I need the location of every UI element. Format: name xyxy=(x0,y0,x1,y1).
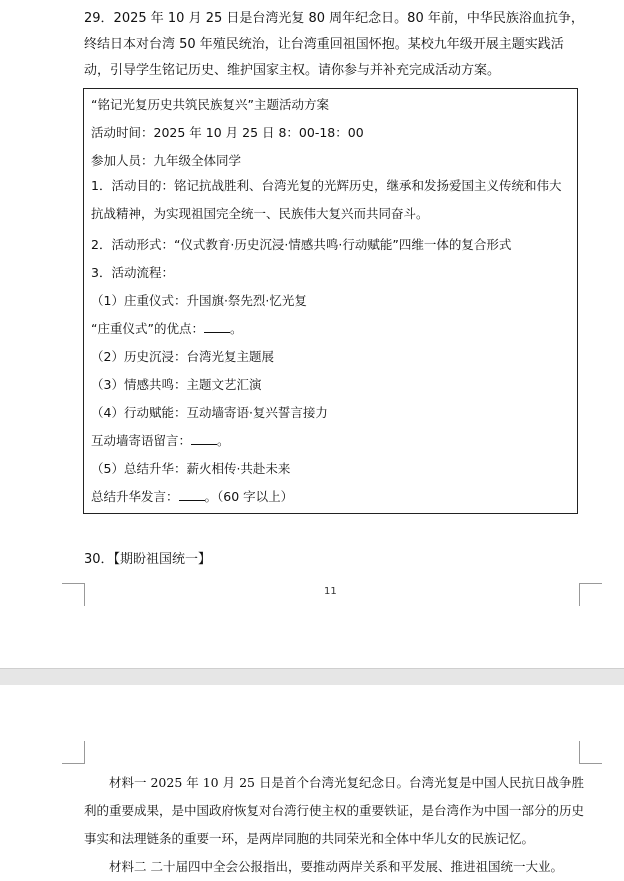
answer-blank-3[interactable] xyxy=(179,488,205,501)
margin-corner-mark xyxy=(579,583,602,606)
answer-blank-2[interactable] xyxy=(191,432,217,445)
question-prefix: “庄重仪式”的优点： xyxy=(91,321,204,336)
activity-plan-box xyxy=(83,88,578,514)
question-prefix: 互动墙寄语留言： xyxy=(91,433,192,448)
question-suffix: 。 xyxy=(229,321,243,336)
margin-corner-mark xyxy=(579,741,602,764)
plan-process: 3．活动流程： xyxy=(91,265,174,280)
plan-step-5: （5）总结升华：薪火相传·共赴未来 xyxy=(91,461,291,476)
question-suffix: 。 xyxy=(217,433,230,448)
plan-purpose: 1．活动目的：铭记抗战胜利、台湾光复的光辉历史，继承和发扬爱国主义传统和伟大抗战精神，为实现祖国完全统一、民族伟大复兴而共同奋斗。 xyxy=(91,178,562,221)
question-29-intro: 29．2025 年 10 月 25 日是台湾光复 80 周年纪念日。80 年前，中华民族浴血抗争，终结日本对台湾 50 年殖民统治，让台湾重回祖国怀抱。某校九年级开展主题实践活动，引导学生铭记历史、维护国家主权。请你参与并补充完成活动方案。 xyxy=(84,11,584,78)
plan-form: 2．活动形式：“仪式教育·历史沉浸·情感共鸣·行动赋能”四维一体的复合形式 xyxy=(91,237,512,252)
plan-step-1: （1）庄重仪式：升国旗·祭先烈·忆光复 xyxy=(91,293,307,308)
plan-step-4-question xyxy=(91,431,230,449)
document-page-2 xyxy=(0,685,624,873)
plan-title: “铭记光复历史共筑民族复兴”主题活动方案 xyxy=(91,97,329,112)
plan-participants: 参加人员：九年级全体同学 xyxy=(91,153,242,168)
plan-time: 活动时间：2025 年 10 月 25 日 8：00-18：00 xyxy=(91,125,364,140)
material-1: 材料一 2025 年 10 月 25 日是首个台湾光复纪念日。台湾光复是中国人民抗日战争胜利的重要成果，是中国政府恢复对台湾行使主权的重要铁证，是台湾作为中国一部分的历史事实和法理链条的重要一环，是两岸同胞的共同荣光和全体中华儿女的民族记忆。 xyxy=(84,775,585,846)
question-30-heading: 30．【期盼祖国统一】 xyxy=(84,552,212,567)
plan-step-3: （3）情感共鸣：主题文艺汇演 xyxy=(91,377,262,392)
question-suffix: 。（60 字以上） xyxy=(204,489,294,504)
plan-step-2: （2）历史沉浸：台湾光复主题展 xyxy=(91,349,274,364)
page-gap xyxy=(0,668,624,686)
margin-corner-mark xyxy=(62,741,85,764)
plan-step-5-question xyxy=(91,487,293,505)
plan-step-4: （4）行动赋能：互动墙寄语·复兴誓言接力 xyxy=(91,405,328,420)
page-number: 11 xyxy=(324,586,337,597)
plan-step-1-question xyxy=(91,319,242,337)
answer-blank-1[interactable] xyxy=(204,320,230,333)
material-2: 材料二 二十届四中全会公报指出，要推动两岸关系和平发展、推进祖国统一大业。 xyxy=(109,859,563,874)
question-prefix: 总结升华发言： xyxy=(91,489,179,504)
margin-corner-mark xyxy=(62,583,85,606)
